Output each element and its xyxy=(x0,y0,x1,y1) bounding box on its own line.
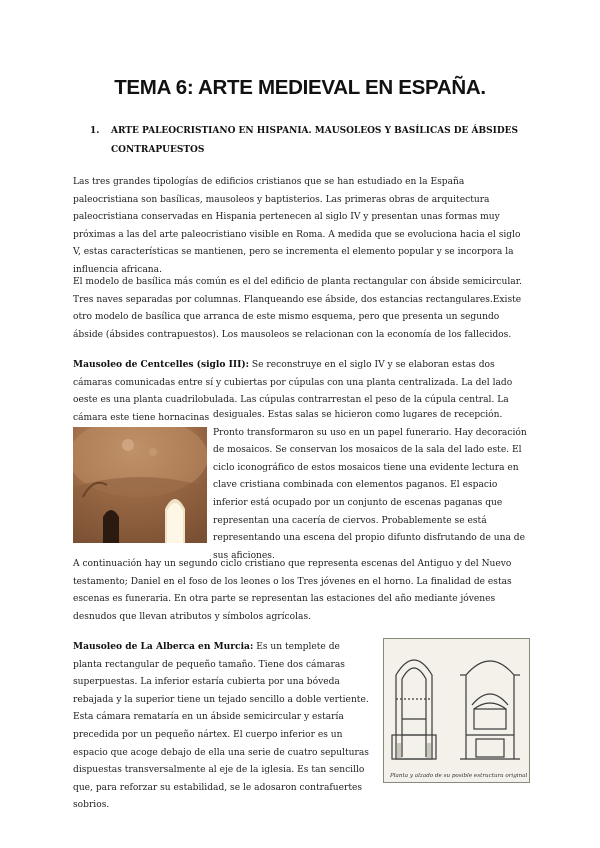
alberca-plan-figure xyxy=(383,638,530,783)
section-heading xyxy=(90,122,530,160)
centcelles-continued: desiguales. Estas salas se hicieron como lugares de recepción. Pronto transformaron su uso en un papel funerario. Hay decoración de mosaicos. Se conservan los mosaicos de la sala del lado este. El ciclo iconográfico de estos mosaicos tiene una evidente lectura en clave cristiana combinada con elementos paganos. El espacio inferior está ocupado por un conjunto de escenas paganas que representan una cacería de ciervos. Probablemente se está representando una escena del propio difunto disfrutando de una de sus aficiones. xyxy=(213,410,527,561)
alberca-heading: Mausoleo de La Alberca en Murcia: xyxy=(73,641,254,652)
basilica-paragraph: El modelo de basílica más común es el del edificio de planta rectangular con ábside semicircular. Tres naves separadas por columnas. Flanqueando ese ábside, dos estancias rectangulares.Existe otro modelo de basílica que arranca de este mismo esquema, pero que presenta un segundo ábside (ábsides contrapuestos). Los mausoleos se relacionan con la economía de los fallecidos. xyxy=(73,277,522,340)
centcelles-heading: Mausoleo de Centcelles (siglo III): xyxy=(73,359,250,370)
centcelles-dome-photo xyxy=(73,427,207,543)
centcelles-text: Se reconstruye en el siglo IV y se elaboran estas dos cámaras comunicadas entre sí y cubiertas por cúpulas con una planta centralizada. La del lado oeste es una planta cuadrilobulada. Las cúpulas contrarrestan el peso de la cúpula central. La cámara este tiene hornacinas xyxy=(73,360,513,423)
intro-paragraph: Las tres grandes tipologías de edificios cristianos que se han estudiado en la España paleocristiana son basílicas, mausoleos y baptisterios. Las primeras obras de arquitectura paleocristiana conservadas en Hispania pertenecen al siglo IV y presentan unas formas muy próximas a las del arte paleocristiano visible en Roma. A medida que se evoluciona hacia el siglo V, estas características se mantienen, pero se incrementa el elemento popular y se incorpora la influencia africana. xyxy=(73,177,521,275)
alberca-paragraph xyxy=(73,638,369,815)
dome-image xyxy=(73,427,207,543)
plan-drawing xyxy=(384,639,529,767)
section-title: ARTE PALEOCRISTIANO EN HISPANIA. MAUSOLEOS Y BASÍLICAS DE ÁBSIDES CONTRAPUESTOS xyxy=(111,126,519,155)
figure-caption: Planta y alzado de su posible estructura original xyxy=(390,773,528,779)
alberca-text: Es un templete de planta rectangular de pequeño tamaño. Tiene dos cámaras superpuestas. La inferior estaría cubierta por una bóveda rebajada y la superior tiene un tejado sencillo a doble vertiente. Esta cámara remataría en un ábside semicircular y estaría precedida por un pequeño nártex. El cuerpo inferior es un espacio que acoge debajo de ella una serie de cuatro sepulturas dispuestas transversalmente al eje de la iglesia. Es tan sencillo que, para reforzar su estabilidad, se le adosaron contrafuertes sobrios. xyxy=(73,642,369,811)
page-title: TEMA 6: ARTE MEDIEVAL EN ESPAÑA. xyxy=(114,76,486,99)
ciclo-paragraph: A continuación hay un segundo ciclo cristiano que representa escenas del Antiguo y del Nuevo testamento; Daniel en el foso de los leones o los Tres jóvenes en el horno. La finalidad de estas escenas es funeraria. En otra parte se representan las estaciones del año mediante jóvenes desnudos que llevan atributos y símbolos agrícolas. xyxy=(73,559,512,622)
section-number: 1. xyxy=(90,126,100,136)
